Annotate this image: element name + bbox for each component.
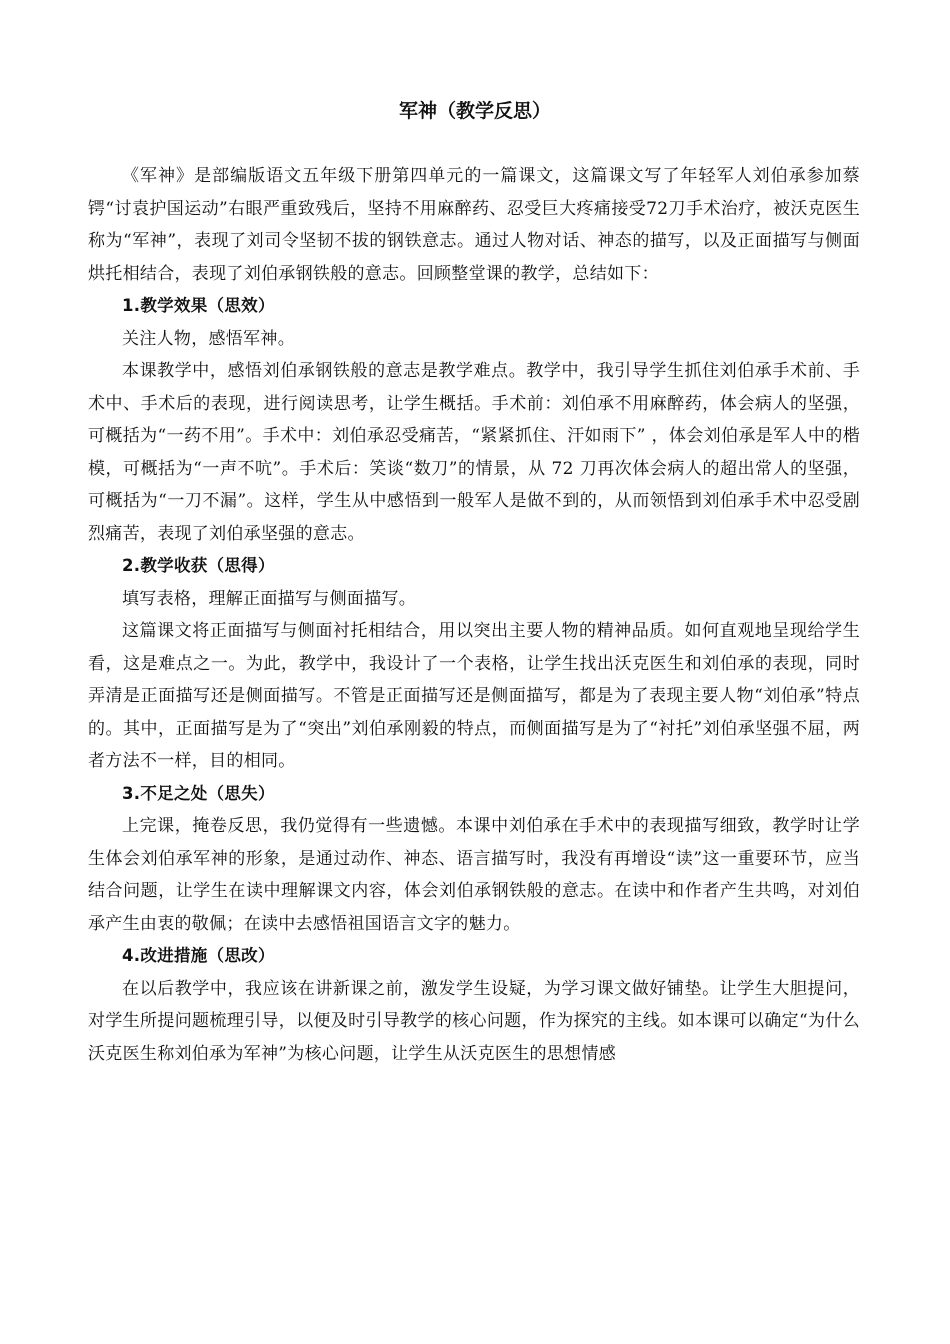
document-title: 军神（教学反思） (398, 100, 551, 122)
section-1-paragraph-2: 本课教学中，感悟刘伯承钢铁般的意志是教学难点。教学中，我引导学生抓住刘伯承手术前、手术中、手术后的表现，进行阅读思考，让学生概括。手术前：刘伯承不用麻醉药，体会病人的坚强，可概括为“一药不用”。手术中：刘伯承忍受痛苦，“紧紧抓住、汗如雨下” ，体会刘伯承是军人中的楷模，可概括为“一声不吭”。手术后：笑谈“数刀”的情景，从 72 刀再次体会病人的超出常人的坚强，可概括为“一刀不漏”。这样，学生从中感悟到一般军人是做不到的，从而领悟到刘伯承手术中忍受剧烈痛苦，表现了刘伯承坚强的意志。 (88, 361, 860, 544)
section-heading-4: 4.改进措施（思改） (122, 946, 275, 965)
section-heading-2: 2.教学收获（思得） (122, 556, 275, 575)
document-body (88, 160, 860, 1070)
section-1-paragraph-1: 关注人物，感悟军神。 (122, 328, 295, 349)
section-2-paragraph-1: 填写表格，理解正面描写与侧面描写。 (122, 588, 417, 609)
section-4-paragraph-1: 在以后教学中，我应该在讲新课之前，激发学生设疑，为学习课文做好铺垫。让学生大胆提问，对学生所提问题梳理引导，以便及时引导教学的核心问题，作为探究的主线。如本课可以确定“为什么沃克医生称刘伯承为军神”为核心问题，让学生从沃克医生的思想情感 (88, 978, 860, 1064)
section-heading-3: 3.不足之处（思失） (122, 783, 275, 803)
section-3-paragraph-1: 上完课，掩卷反思，我仍觉得有一些遗憾。本课中刘伯承在手术中的表现描写细致，教学时让学生体会刘伯承军神的形象，是通过动作、神态、语言描写时，我没有再增设“读”这一重要环节，应当结合问题，让学生在读中理解课文内容，体会刘伯承钢铁般的意志。在读中和作者产生共鸣，对刘伯承产生由衷的敬佩；在读中去感悟祖国语言文字的魅力。 (88, 816, 860, 934)
section-2-paragraph-2: 这篇课文将正面描写与侧面衬托相结合，用以突出主要人物的精神品质。如何直观地呈现给学生看，这是难点之一。为此，教学中，我设计了一个表格，让学生找出沃克医生和刘伯承的表现，同时弄清是正面描写还是侧面描写。不管是正面描写还是侧面描写，都是为了表现主要人物“刘伯承”特点的。其中，正面描写是为了“突出”刘伯承刚毅的特点，而侧面描写是为了“衬托”刘伯承坚强不屈，两者方法不一样，目的相同。 (88, 621, 860, 771)
section-heading-1: 1.教学效果（思效） (122, 296, 275, 315)
intro-paragraph: 《军神》是部编版语文五年级下册第四单元的一篇课文，这篇课文写了年轻军人刘伯承参加蔡锷“讨袁护国运动”右眼严重致残后，坚持不用麻醉药、忍受巨大疼痛接受72刀手术治疗，被沃克医生称为“军神”，表现了刘司令坚韧不拔的钢铁意志。通过人物对话、神态的描写，以及正面描写与侧面烘托相结合，表现了刘伯承钢铁般的意志。回顾整堂课的教学，总结如下： (88, 166, 860, 284)
